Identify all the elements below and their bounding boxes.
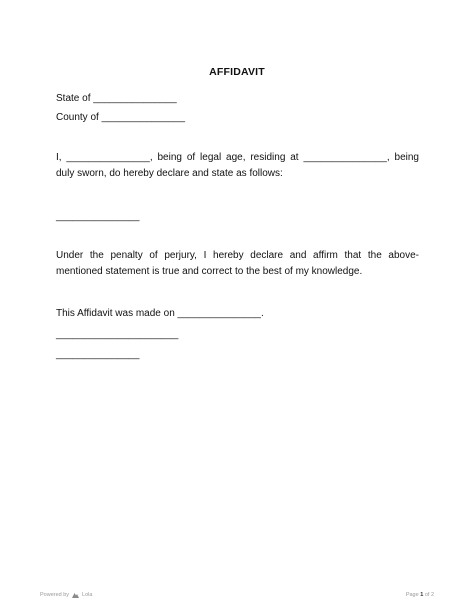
page-number	[406, 592, 434, 598]
page-total: 2	[430, 592, 434, 598]
page-current: 1	[420, 592, 424, 598]
lola-logo-icon	[72, 592, 79, 598]
declaration-paragraph: I, _______________, being of legal age, residing at _______________, being duly sworn, do hereby declare and state as follows:	[56, 152, 419, 179]
document-title: AFFIDAVIT	[209, 66, 265, 78]
perjury-paragraph: Under the penalty of perjury, I hereby declare and affirm that the above-mentioned statement is true and correct to the best of my knowledge.	[56, 250, 419, 277]
page-prefix: Page	[405, 592, 419, 598]
date-line: _______________	[56, 349, 140, 360]
state-line: State of _______________	[56, 93, 177, 104]
statement-blank: _______________	[56, 211, 140, 222]
powered-by-footer	[40, 592, 92, 598]
page-of: of	[424, 592, 430, 598]
made-on-line: This Affidavit was made on _______________.	[56, 308, 264, 319]
brand-name: Lola	[82, 592, 93, 598]
county-line: County of _______________	[56, 112, 186, 123]
signature-line: ______________________	[56, 329, 179, 340]
powered-by-label: Powered by	[40, 592, 70, 598]
